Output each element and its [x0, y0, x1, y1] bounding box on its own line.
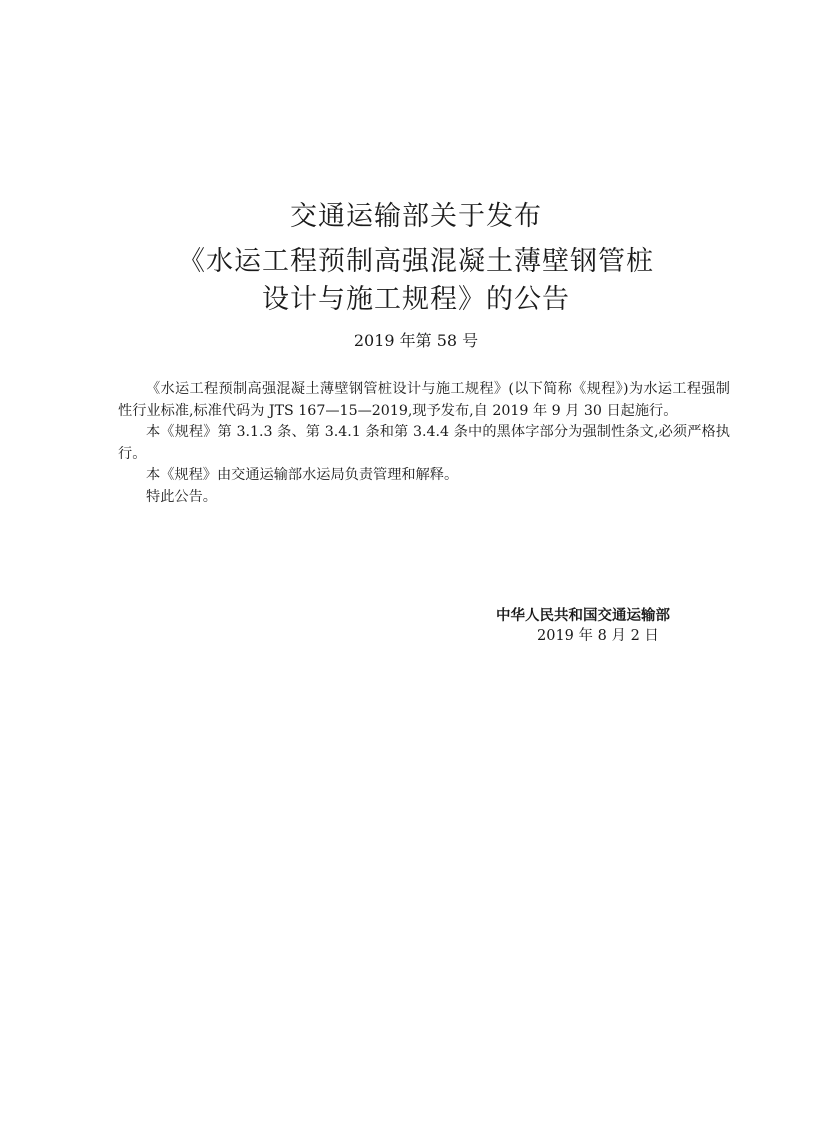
body-paragraph-1: 《水运工程预制高强混凝土薄壁钢管桩设计与施工规程》(以下简称《规程》)为水运工程强制性行业标准,标准代码为 JTS 167—15—2019,现予发布,自 2019 年 9 月 30 日起施行。 [118, 381, 730, 419]
announcement-title-line-1: 交通运输部关于发布 [290, 201, 542, 232]
announcement-title-line-3: 设计与施工规程》的公告 [262, 284, 570, 315]
body-paragraph-3: 本《规程》由交通运输部水运局负责管理和解释。 [146, 467, 459, 483]
document-number: 2019 年第 58 号 [353, 331, 479, 350]
body-paragraph-2: 本《规程》第 3.1.3 条、第 3.4.1 条和第 3.4.4 条中的黑体字部分为强制性条文,必须严格执行。 [118, 424, 730, 462]
announcement-body [118, 379, 730, 508]
issue-date: 2019 年 8 月 2 日 [537, 628, 659, 644]
issuing-authority: 中华人民共和国交通运输部 [496, 608, 670, 624]
body-paragraph-4: 特此公告。 [146, 488, 217, 505]
announcement-title-line-2: 《水运工程预制高强混凝土薄壁钢管桩 [178, 246, 654, 277]
